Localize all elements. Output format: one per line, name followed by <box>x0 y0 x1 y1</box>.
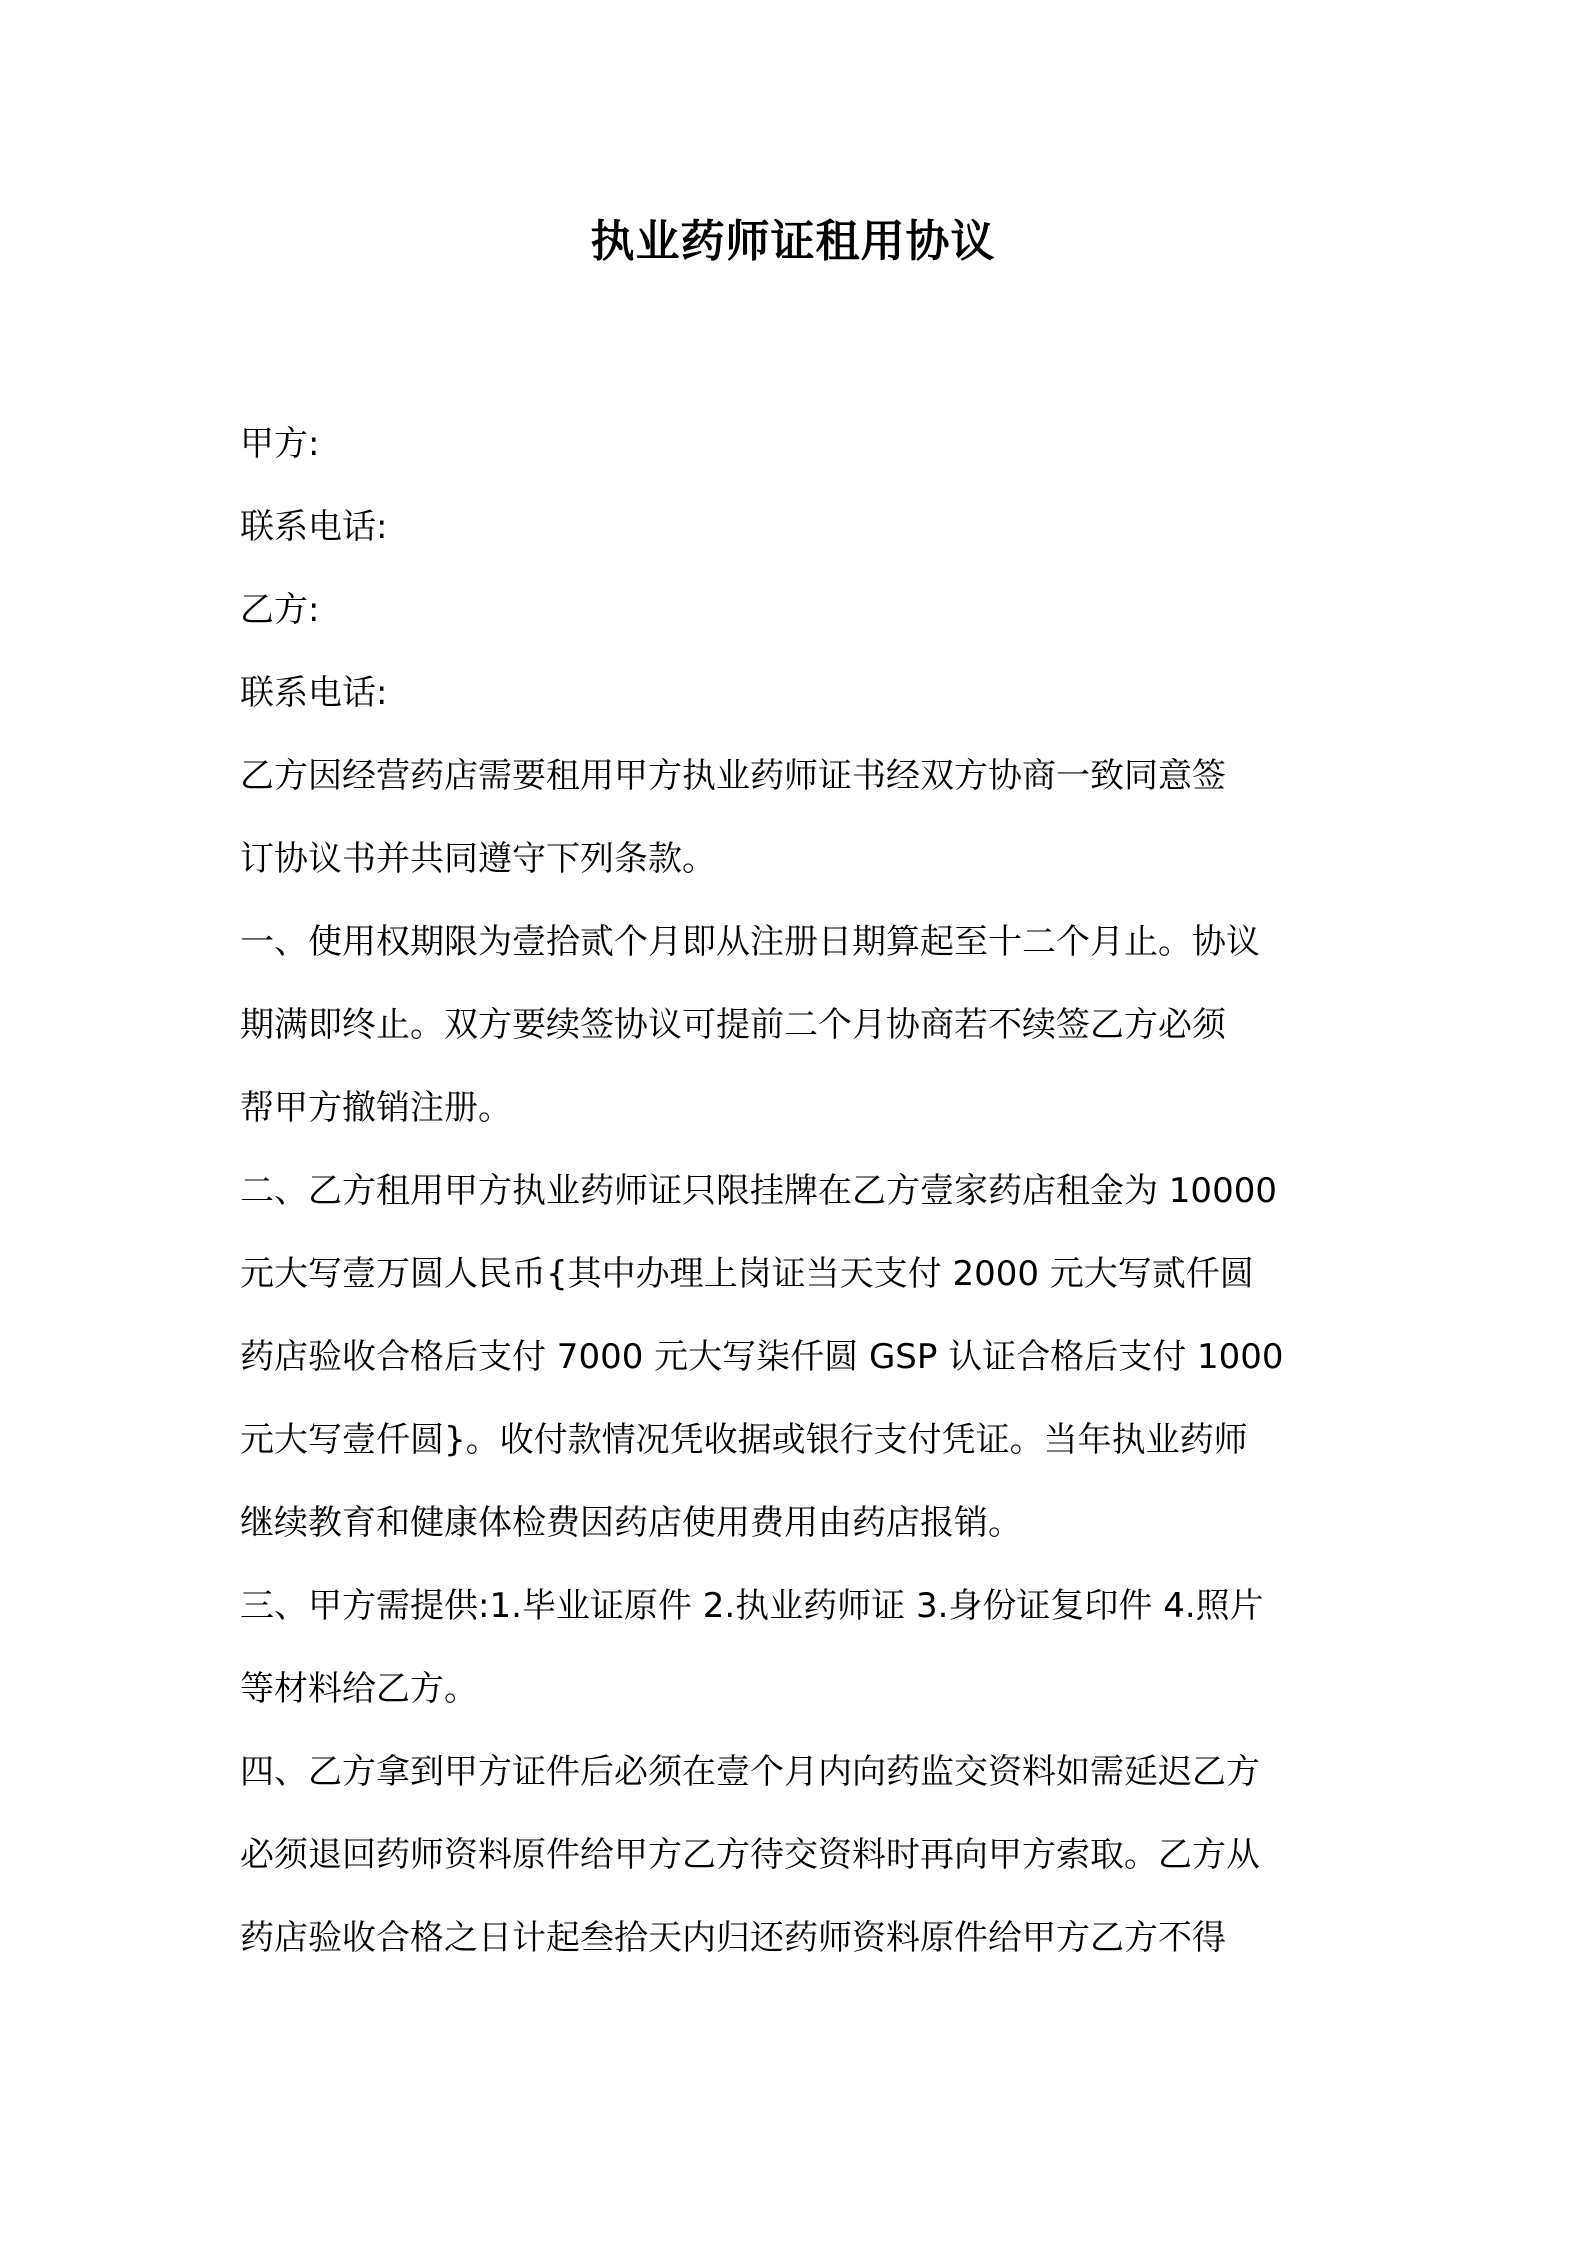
paragraph-line: 一、使用权期限为壹拾贰个月即从注册日期算起至十二个月止。协议 <box>240 922 1260 962</box>
paragraph-line: 期满即终止。双方要续签协议可提前二个月协商若不续签乙方必须 <box>240 1005 1226 1045</box>
paragraph-line: 等材料给乙方。 <box>240 1669 478 1709</box>
paragraph-line: 订协议书并共同遵守下列条款。 <box>240 839 716 879</box>
paragraph-line: 元大写壹万圆人民币{其中办理上岗证当天支付 2000 元大写贰仟圆 <box>240 1254 1254 1294</box>
paragraph-line: 药店验收合格之日计起叁拾天内归还药师资料原件给甲方乙方不得 <box>240 1918 1226 1958</box>
clause-2 <box>240 1150 1356 1565</box>
clause-1 <box>240 901 1356 1150</box>
paragraph-line: 必须退回药师资料原件给甲方乙方待交资料时再向甲方索取。乙方从 <box>240 1835 1260 1875</box>
paragraph-line: 三、甲方需提供:1.毕业证原件 2.执业药师证 3.身份证复印件 4.照片 <box>240 1586 1264 1626</box>
document-body <box>240 403 1356 1980</box>
paragraph-line: 二、乙方租用甲方执业药师证只限挂牌在乙方壹家药店租金为 10000 <box>240 1171 1277 1211</box>
document-title: 执业药师证租用协议 <box>590 216 996 267</box>
paragraph-line: 药店验收合格后支付 7000 元大写柒仟圆 GSP 认证合格后支付 1000 <box>240 1337 1284 1377</box>
paragraph-line: 乙方因经营药店需要租用甲方执业药师证书经双方协商一致同意签 <box>240 756 1226 796</box>
party-a-field: 甲方: <box>240 424 320 464</box>
paragraph-line: 继续教育和健康体检费因药店使用费用由药店报销。 <box>240 1503 1022 1543</box>
paragraph-line: 帮甲方撤销注册。 <box>240 1088 512 1128</box>
party-b-field: 乙方: <box>240 590 320 630</box>
party-a-phone-field: 联系电话: <box>240 507 388 547</box>
clause-4 <box>240 1731 1356 1980</box>
intro-paragraph <box>240 735 1356 901</box>
clause-3 <box>240 1565 1356 1731</box>
paragraph-line: 元大写壹仟圆}。收付款情况凭收据或银行支付凭证。当年执业药师 <box>240 1420 1248 1460</box>
paragraph-line: 四、乙方拿到甲方证件后必须在壹个月内向药监交资料如需延迟乙方 <box>240 1752 1260 1792</box>
party-b-phone-field: 联系电话: <box>240 673 388 713</box>
